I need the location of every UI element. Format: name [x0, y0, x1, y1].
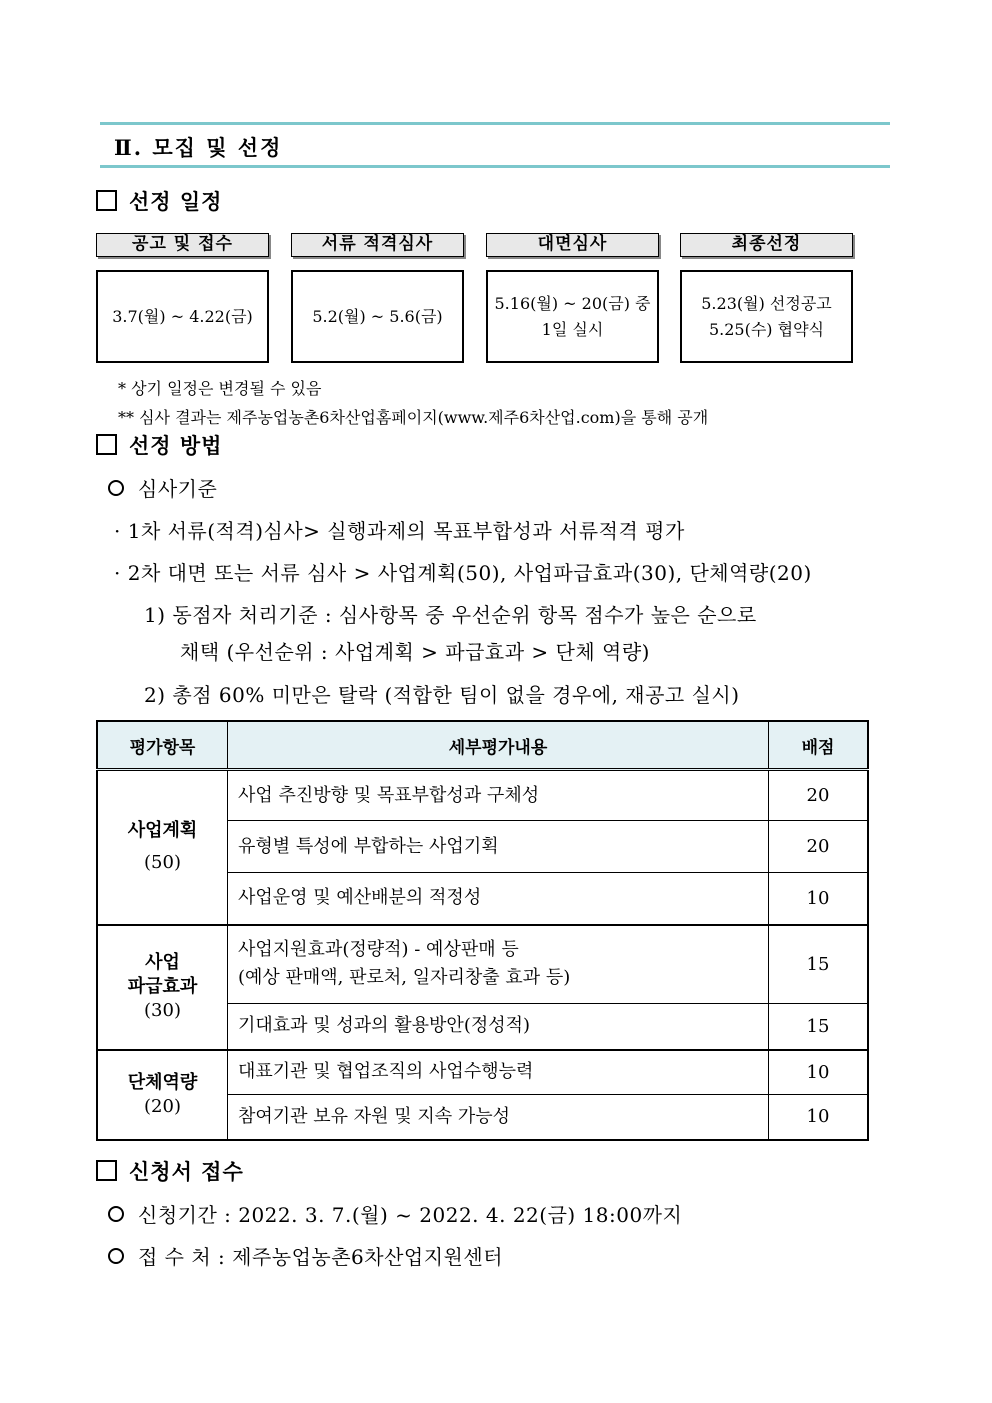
- stage-dates: 3.7(월) ~ 4.22(금): [96, 270, 269, 363]
- schedule-heading: 선정 일정: [96, 186, 222, 216]
- stage-dates: 5.16(월) ~ 20(금) 중 1일 실시: [486, 270, 659, 363]
- score-cell: 15: [769, 925, 869, 1004]
- header-score: 배점: [769, 721, 869, 770]
- application-heading: 신청서 접수: [96, 1156, 244, 1186]
- square-bullet-icon: [96, 1160, 117, 1181]
- tiebreak-rule: 1) 동점자 처리기준 : 심사항목 중 우선순위 항목 점수가 높은 순으로: [144, 603, 757, 627]
- header-category: 평가항목: [97, 721, 228, 770]
- table-header-row: [97, 721, 868, 770]
- category-cell: 사업계획 (50): [97, 770, 228, 925]
- detail-cell: 사업지원효과(정량적) - 예상판매 등 (예상 판매액, 판로처, 일자리창출 효과 등): [228, 925, 769, 1004]
- stage-dates: 5.23(월) 선정공고 5.25(수) 협약식: [680, 270, 853, 363]
- criteria-bullet: · 1차 서류(적격)심사> 실행과제의 목표부합성과 서류적격 평가: [114, 519, 685, 543]
- tiebreak-rule-cont: 채택 (우선순위 : 사업계획 > 파급효과 > 단체 역량): [180, 640, 650, 664]
- detail-cell: 유형별 특성에 부합하는 사업기획: [228, 821, 769, 873]
- detail-cell: 기대효과 및 성과의 활용방안(정성적): [228, 1004, 769, 1050]
- method-heading: 선정 방법: [96, 430, 222, 460]
- section-header: [100, 122, 890, 168]
- score-cell: 10: [769, 1095, 869, 1140]
- table-row: [97, 925, 868, 1004]
- criteria-title: 심사기준: [108, 473, 217, 502]
- circle-bullet-icon: [108, 1206, 124, 1222]
- score-cell: 20: [769, 821, 869, 873]
- score-cell: 10: [769, 1050, 869, 1095]
- cutoff-rule: 2) 총점 60% 미만은 탈락 (적합한 팀이 없을 경우에, 재공고 실시): [144, 683, 740, 707]
- stage-label: 대면심사: [486, 233, 659, 257]
- detail-cell: 사업 추진방향 및 목표부합성과 구체성: [228, 770, 769, 821]
- score-cell: 15: [769, 1004, 869, 1050]
- table-row: [97, 1050, 868, 1095]
- category-cell: 단체역량 (20): [97, 1050, 228, 1140]
- detail-cell: 사업운영 및 예산배분의 적정성: [228, 873, 769, 925]
- table-row: [97, 770, 868, 821]
- application-office: 접 수 처 : 제주농업농촌6차산업지원센터: [108, 1241, 503, 1270]
- detail-cell: 참여기관 보유 자원 및 지속 가능성: [228, 1095, 769, 1140]
- schedule-note: * 상기 일정은 변경될 수 있음: [118, 379, 322, 398]
- square-bullet-icon: [96, 190, 117, 211]
- stage-label: 최종선정: [680, 233, 853, 257]
- stage-label: 공고 및 접수: [96, 233, 269, 257]
- criteria-bullet: · 2차 대면 또는 서류 심사 > 사업계획(50), 사업파급효과(30), 단체역량(20): [114, 561, 812, 585]
- circle-bullet-icon: [108, 480, 124, 496]
- header-detail: 세부평가내용: [228, 721, 769, 770]
- stage-dates: 5.2(월) ~ 5.6(금): [291, 270, 464, 363]
- circle-bullet-icon: [108, 1248, 124, 1264]
- category-cell: 사업 파급효과 (30): [97, 925, 228, 1050]
- detail-cell: 대표기관 및 협업조직의 사업수행능력: [228, 1050, 769, 1095]
- score-cell: 20: [769, 770, 869, 821]
- stage-label: 서류 적격심사: [291, 233, 464, 257]
- square-bullet-icon: [96, 434, 117, 455]
- application-period: 신청기간 : 2022. 3. 7.(월) ~ 2022. 4. 22(금) 18:00까지: [108, 1199, 682, 1228]
- score-cell: 10: [769, 873, 869, 925]
- evaluation-table: [96, 720, 869, 1141]
- section-title: Ⅱ. 모집 및 선정: [114, 135, 283, 160]
- schedule-note: ** 심사 결과는 제주농업농촌6차산업홈페이지(www.제주6차산업.com)을 통해 공개: [118, 408, 709, 427]
